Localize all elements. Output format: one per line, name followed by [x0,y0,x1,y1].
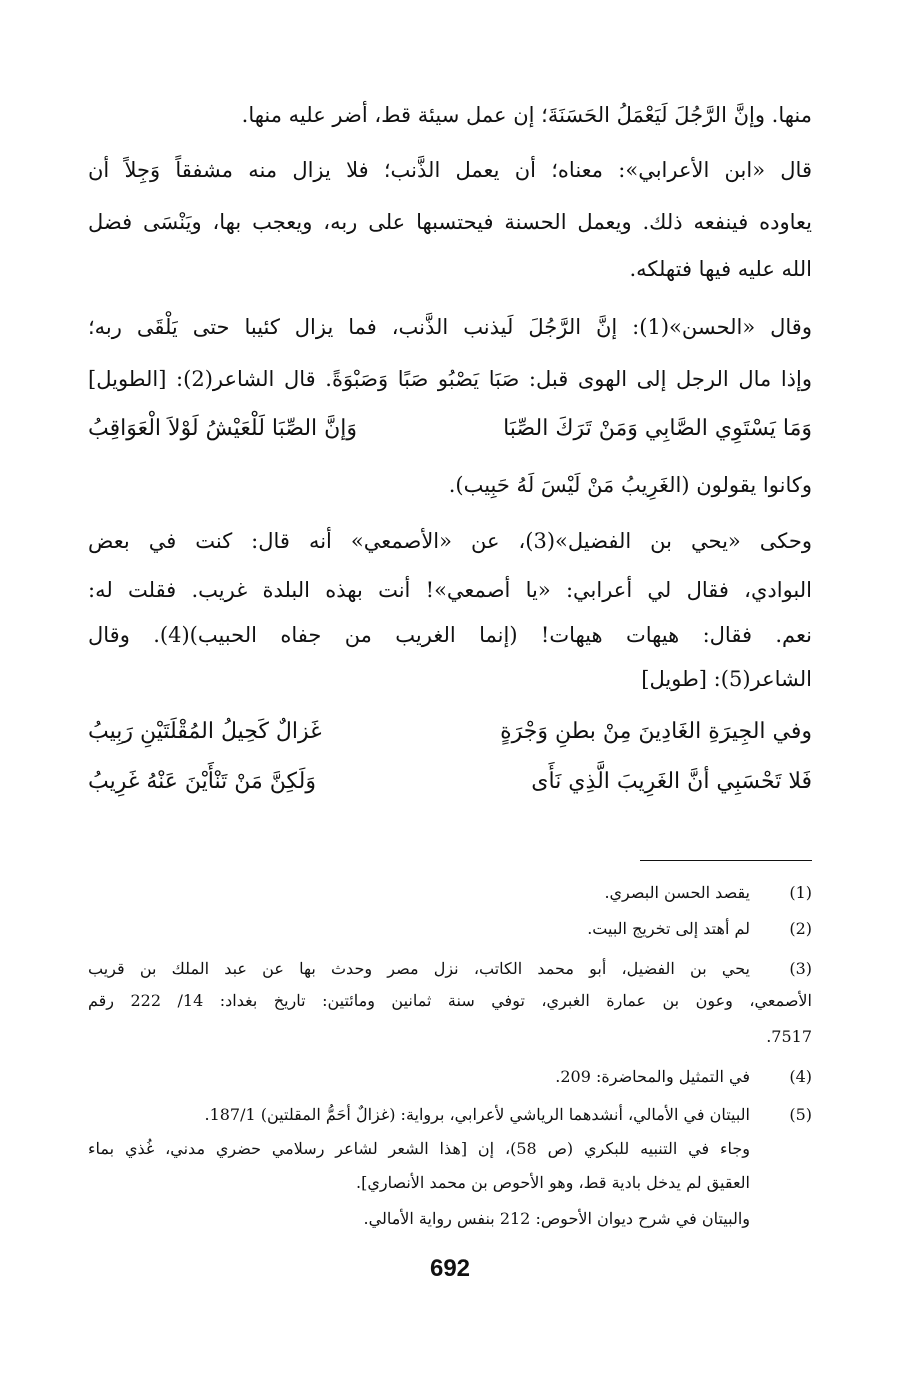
footnote-text: وجاء في التنبيه للبكري (ص 58)، إن [هذا الشعر لشاعر رسلامي حضري مدني، غُذي بماء [88,1139,750,1158]
body-line: قال «ابن الأعرابي»: معناه؛ أن يعمل الذَّنب؛ فلا يزال منه مشفقاً وَجِلاً أن [88,158,812,182]
verse-second-hemistich: وَلَكِنَّ مَنْ تَنْأَيْنَ عَنْهُ غَرِيبُ [88,769,316,794]
body-line: وإذا مال الرجل إلى الهوى قبل: صَبَا يَصْبُو صَبًا وَصَبْوَةً. قال الشاعر(2): [الطويل] [88,367,812,391]
body-line: يعاوده فينفعه ذلك. ويعمل الحسنة فيحتسبها على ربه، ويعجب بها، ويَنْسَى فضل [88,210,812,234]
body-line: نعم. فقال: هيهات هيهات! (إنما الغريب من جفاه الحبيب)(4). وقال [88,623,812,647]
verse-second-hemistich: غَزالٌ كَحِيلُ المُقْلَتَيْنِ رَبِيبُ [88,719,322,744]
body-line: وقال «الحسن»(1): إنَّ الرَّجُلَ لَيذنب الذَّنب، فما يزال كئيبا حتى يَلْقَى ربه؛ [88,315,812,339]
poem-verse [88,413,812,445]
footnote-number: (5) [789,1105,812,1124]
verse-second-hemistich: وَإنَّ الصِّبَا لَلْعَيْشُ لَوْلاَ الْعَوَاقِبُ [88,416,358,441]
footnote-number: (4) [789,1067,812,1086]
poem-verse [88,716,812,748]
footnote-text: في التمثيل والمحاضرة: 209. [555,1067,750,1086]
verse-first-hemistich: فَلا تَحْسَبِي أنَّ الغَرِيبَ الَّذِي نَأَى [531,769,812,794]
body-line: منها. وإنَّ الرَّجُلَ لَيَعْمَلُ الحَسَنَةَ؛ إن عمل سيئة قط، أضر عليه منها. [241,103,812,127]
footnote-text: يحي بن الفضيل، أبو محمد الكاتب، نزل مصر وحدث بها عن عبد الملك بن قريب [88,959,750,978]
body-line: وكانوا يقولون (الغَرِيبُ مَنْ لَيْسَ لَهُ حَبِيب). [448,473,812,497]
footnote-text: العقيق لم يدخل بادية قط، وهو الأحوص بن محمد الأنصاري]. [356,1173,750,1192]
body-line: وحكى «يحي بن الفضيل»(3)، عن «الأصمعي» أنه قال: كنت في بعض [88,529,812,553]
footnote-number: (3) [789,959,812,978]
body-line: الشاعر(5): [طويل] [641,667,812,691]
footnote-text: لم أهتد إلى تخريج البيت. [587,919,750,938]
footnote-text: البيتان في الأمالي، أنشدهما الرياشي لأعرابي، برواية: (غزالٌ أحَمُّ المقلتين) 187/1. [204,1105,750,1124]
footnote-text: يقصد الحسن البصري. [604,883,750,902]
footnote-number: (1) [789,883,812,902]
verse-first-hemistich: وَمَا يَسْتَوِي الصَّابِي وَمَنْ تَرَكَ الصِّبَا [503,416,812,441]
poem-verse [88,766,812,798]
footnote-text: 7517. [766,1027,812,1046]
body-line: الله عليه فيها فتهلكه. [629,257,812,281]
page-number: 692 [429,1255,471,1282]
footnote-text: والبيتان في شرح ديوان الأحوص: 212 بنفس رواية الأمالي. [363,1209,750,1228]
verse-first-hemistich: وفي الجِيرَةِ الغَادِينَ مِنْ بطنِ وَجْرَةٍ [500,719,812,744]
footnote-separator [640,860,812,861]
body-line: البوادي، فقال لي أعرابي: «يا أصمعي»! أنت بهذه البلدة غريب. فقلت له: [88,578,812,602]
footnote-number: (2) [789,919,812,938]
footnote-text: الأصمعي، وعون بن عمارة الغبري، توفي سنة ثمانين ومائتين: تاريخ بغداد: 14/ 222 رقم [88,991,812,1010]
